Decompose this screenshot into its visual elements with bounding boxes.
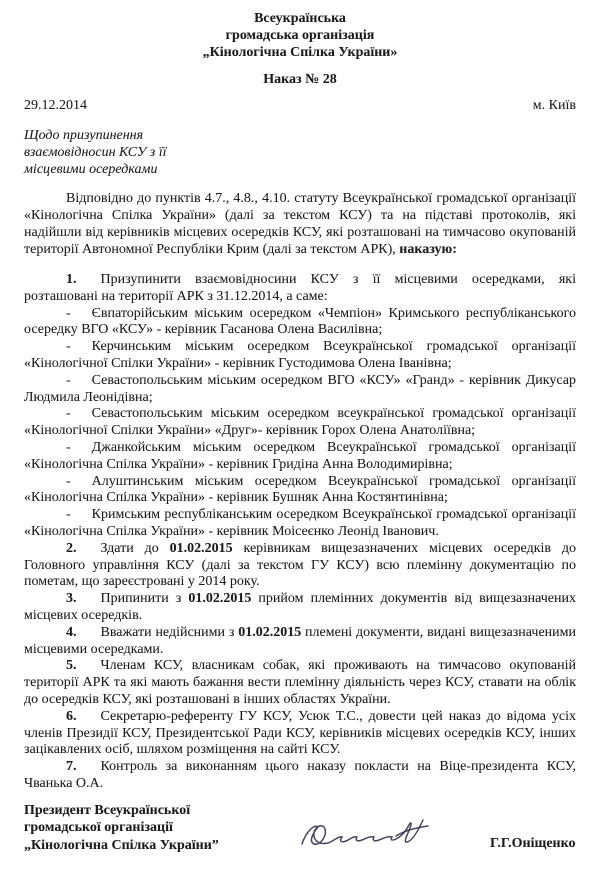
signer-title-line-1: Президент Всеукраїнської: [24, 802, 191, 818]
item-2-number: 2.: [66, 540, 77, 556]
intro-paragraph: [24, 190, 576, 258]
branch-item-1: [24, 306, 576, 340]
org-header: [24, 10, 576, 61]
signer-name: Г.Г.Оніщенко: [490, 835, 576, 851]
signature-block: [24, 802, 576, 874]
intro-bold-word: наказую:: [399, 242, 457, 257]
branch-item-5: [24, 440, 576, 474]
branch-item-6: [24, 474, 576, 508]
org-header-line-1: Всеукраїнська: [254, 11, 346, 26]
order-item-5: [24, 658, 576, 708]
subject-line-1: Щодо призупинення: [24, 128, 144, 143]
org-header-line-2: громадська організація: [225, 28, 375, 43]
item-2-text-cont: керівникам вищезазначених місцевих осередків до Головного управління КСУ (далі за текстом ГУ КСУ) всю племінну документацію по пометам, що зареєстровані у 2014 року.: [24, 540, 577, 590]
org-header-line-3: „Кінологічна Спілка України»: [202, 45, 398, 60]
item-4-text-cont: племені документи, видані вищезазначеними місцевими осередками.: [24, 624, 577, 657]
order-number: Наказ № 28: [263, 72, 337, 87]
item-5-number: 5.: [66, 658, 77, 674]
item-1-text: Призупинити взаємовідносини КСУ з її місцевими осередками, які розташовані на території АРК з 31.12.2014, а саме:: [24, 272, 576, 304]
order-item-1: [24, 272, 576, 306]
intro-text: Відповідно до пунктів 4.7., 4.8., 4.10. статуту Всеукраїнської громадської організації «Кінологічна Спілка України» (далі за текстом КСУ) та на підставі протоколів, які надійшли від керівників місцевих осередків КСУ, які розташовані на тимчасово окупованій території Автономної Республіки Крим (далі за текстом АРК),: [24, 191, 576, 257]
item-6-text: Секретарю-референту ГУ КСУ, Усюк Т.С., довести цей наказ до відома усіх членів Президії КСУ, Президентської Ради КСУ, керівників місцевих осередків КСУ, інших зацікавлених осіб, шляхом розміщення на сайті КСУ.: [24, 708, 576, 758]
item-1-number: 1.: [66, 272, 77, 287]
dash-marker: -: [66, 305, 71, 321]
branch-2-text: Керчинським міським осередком Всеукраїнської громадської організації «Кінологічної Спілки України» - керівник Густодимова Олена Іванівна;: [24, 339, 576, 371]
order-items: [24, 272, 576, 793]
order-item-4: [24, 625, 576, 659]
signature-ink: [296, 814, 436, 858]
order-item-7: [24, 759, 576, 793]
branch-7-text: Кримським республіканським осередком Всеукраїнської громадської організації «Кінологічна Спілка України» - керівник Моісеєнко Леонід Іванович.: [24, 507, 576, 539]
item-3-text-cont: прийом племінних документів від вищезазначених місцевих осередків.: [24, 591, 576, 623]
dash-marker: -: [66, 372, 71, 388]
branch-1-text: Євпаторійським міським осередком «Чемпіон» Кримського республіканського осередку ВГО «КСУ» - керівник Гасанова Олена Василівна;: [24, 305, 576, 338]
subject-block: [24, 127, 576, 178]
dash-marker: -: [66, 507, 71, 523]
branch-4-text: Севастопольським міським осередком всеукраїнської громадської організації «Кінологічної Спілки України» «Друг»- керівник Горох Олена Анатоліївна;: [24, 406, 576, 439]
order-item-2: [24, 541, 576, 591]
branch-5-text: Джанкойським міським осередком Всеукраїнської громадської організації «Кінологічна Спілка України» - керівник Гридіна Анна Володимирівна;: [24, 439, 576, 472]
item-4-text: Вважати недійсними з: [100, 624, 239, 640]
item-3-number: 3.: [66, 591, 77, 607]
branch-item-2: [24, 339, 576, 373]
branch-item-4: [24, 406, 576, 440]
signer-title-line-2: громадської організації: [24, 820, 173, 836]
order-item-6: [24, 709, 576, 759]
item-4-number: 4.: [66, 624, 77, 640]
dash-marker: -: [66, 406, 71, 422]
item-2-date: 01.02.2015: [169, 540, 233, 556]
item-3-date: 01.02.2015: [188, 591, 252, 607]
item-4-date: 01.02.2015: [238, 624, 302, 640]
dash-marker: -: [66, 473, 71, 489]
order-item-3: [24, 591, 576, 625]
subject-line-2: взаємовідносин КСУ з її: [24, 145, 167, 160]
branch-6-text: Алуштинським міським осередком Всеукраїнської громадської організації «Кінологічна Спілка України» - керівник Бушняк Анна Костянтинівна;: [24, 473, 576, 506]
subject-line-3: місцевими осередками: [24, 162, 158, 177]
date-place-line: [24, 97, 576, 114]
order-date: 29.12.2014: [24, 98, 87, 113]
item-7-number: 7.: [66, 759, 77, 775]
branch-item-3: [24, 373, 576, 407]
dash-marker: -: [66, 439, 71, 455]
order-place: м. Київ: [532, 98, 576, 113]
branch-item-7: [24, 507, 576, 541]
item-6-number: 6.: [66, 708, 77, 724]
branch-3-text: Севастопольським міським осередком ВГО «КСУ» «Гранд» - керівник Дикусар Людмила Леонідівна;: [24, 372, 576, 405]
dash-marker: -: [66, 339, 71, 355]
item-7-text: Контроль за виконанням цього наказу покласти на Віце-президента КСУ, Чванька О.А.: [24, 759, 576, 791]
signer-title-line-3: „Кінологічна Спілка України”: [24, 837, 219, 853]
item-2-text: Здати до: [100, 540, 170, 556]
item-5-text: Членам КСУ, власникам собак, які проживають на тимчасово окупованій території АРК та які мають бажання вести племінну діяльність через КСУ, ставати на облік до осередків КСУ, які розташовані в інших областях України.: [24, 658, 576, 707]
item-3-text: Припинити з: [100, 591, 189, 607]
